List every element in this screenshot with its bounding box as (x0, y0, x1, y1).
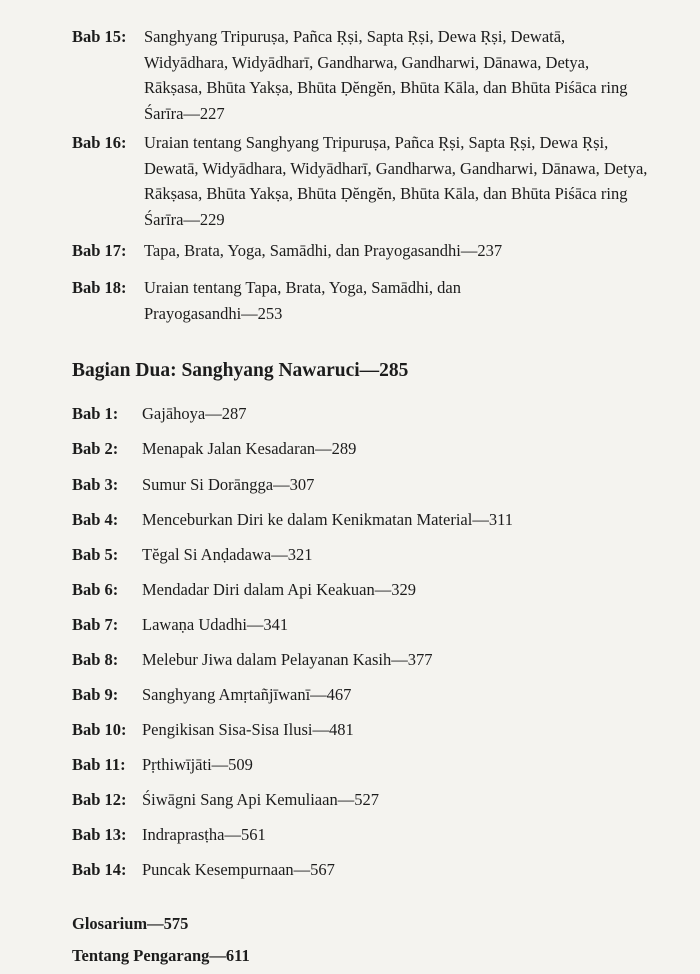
chapter-label: Bab 14: (72, 860, 127, 879)
chapter-label: Bab 3: (72, 475, 119, 494)
chapter-title: Uraian tentang Tapa, Brata, Yoga, Samādhi, dan Prayogasandhi—253 (144, 278, 462, 323)
chapter-label: Bab 8: (72, 650, 119, 669)
chapter-label: Bab 4: (72, 510, 119, 529)
chapter-label: Bab 2: (72, 439, 119, 458)
toc-entry-bab-2 (72, 438, 662, 460)
chapter-label: Bab 9: (72, 685, 119, 704)
toc-entry-bab-10 (72, 719, 662, 741)
toc-entry-bab-13 (72, 824, 662, 846)
chapter-title: Śiwāgni Sang Api Kemuliaan—527 (142, 790, 379, 809)
toc-entry-bab-12 (72, 789, 662, 811)
chapter-title: Sanghyang Tripuruṣa, Pañca Ṛṣi, Sapta Ṛṣi, Dewa Ṛṣi, Dewatā, Widyādhara, Widyādharī, Gandharwa, Gandharwi, Dānawa, Detya, Rākṣasa, Bhūta Yakṣa, Bhūta Ḍĕngĕn, Bhūta Kāla, dan Bhūta Piśāca ring Śarīra—227 (144, 27, 628, 123)
chapter-label: Bab 11: (72, 755, 126, 774)
chapter-title: Gajāhoya—287 (142, 404, 247, 423)
chapter-label: Bab 10: (72, 720, 127, 739)
chapter-label: Bab 15: (72, 27, 127, 46)
toc-entry-bab-1 (72, 403, 662, 425)
chapter-title: Menceburkan Diri ke dalam Kenikmatan Material—311 (142, 510, 513, 529)
chapter-label: Bab 17: (72, 241, 127, 260)
chapter-title: Mendadar Diri dalam Api Keakuan—329 (142, 580, 417, 599)
toc-entry-bab-4 (72, 509, 662, 531)
chapter-label: Bab 12: (72, 790, 127, 809)
chapter-title: Pengikisan Sisa-Sisa Ilusi—481 (142, 720, 354, 739)
chapter-title: Melebur Jiwa dalam Pelayanan Kasih—377 (142, 650, 433, 669)
chapter-title: Lawaṇa Udadhi—341 (142, 615, 289, 634)
chapter-label: Bab 5: (72, 545, 119, 564)
chapter-title: Menapak Jalan Kesadaran—289 (142, 439, 357, 458)
chapter-title: Tĕgal Si Anḍadawa—321 (142, 545, 313, 564)
toc-entry-bab-6 (72, 579, 662, 601)
chapter-title: Sumur Si Dorāngga—307 (142, 475, 315, 494)
section-heading: Bagian Dua: Sanghyang Nawaruci—285 (72, 360, 409, 381)
toc-entry-bab-17 (72, 238, 649, 264)
chapter-label: Bab 16: (72, 133, 127, 152)
chapter-title: Tapa, Brata, Yoga, Samādhi, dan Prayogasandhi—237 (144, 241, 503, 260)
toc-entry-bab-3 (72, 474, 662, 496)
toc-entry-bab-11 (72, 754, 662, 776)
toc-entry-bab-5 (72, 544, 662, 566)
toc-entry-bab-8 (72, 649, 662, 671)
chapter-title: Indraprasṭha—561 (142, 825, 266, 844)
chapter-label: Bab 6: (72, 580, 119, 599)
chapter-title: Sanghyang Amṛtañjīwanī—467 (142, 685, 352, 704)
chapter-label: Bab 7: (72, 615, 119, 634)
toc-entry-bab-7 (72, 614, 662, 636)
toc-entry-bab-9 (72, 684, 662, 706)
chapter-title: Puncak Kesempurnaan—567 (142, 860, 335, 879)
toc-entry-tentang-pengarang: Tentang Pengarang—611 (72, 946, 250, 965)
toc-entry-bab-14 (72, 859, 662, 881)
chapter-title: Uraian tentang Sanghyang Tripuruṣa, Pañca Ṛṣi, Sapta Ṛṣi, Dewa Ṛṣi, Dewatā, Widyādhara, Widyādharī, Gandharwa, Gandharwi, Dānawa, Detya, Rākṣasa, Bhūta Yakṣa, Bhūta Ḍĕngĕn, Bhūta Kāla, dan Bhūta Piśāca ring Śarīra—229 (144, 133, 648, 229)
toc-entry-bab-18 (72, 275, 544, 326)
chapter-label: Bab 18: (72, 278, 127, 297)
toc-entry-bab-15 (72, 24, 649, 126)
toc-entry-bab-16 (72, 130, 649, 232)
chapter-title: Pṛthiwījāti—509 (142, 755, 253, 774)
toc-entry-glosarium: Glosarium—575 (72, 914, 189, 933)
chapter-label: Bab 1: (72, 404, 119, 423)
chapter-label: Bab 13: (72, 825, 127, 844)
